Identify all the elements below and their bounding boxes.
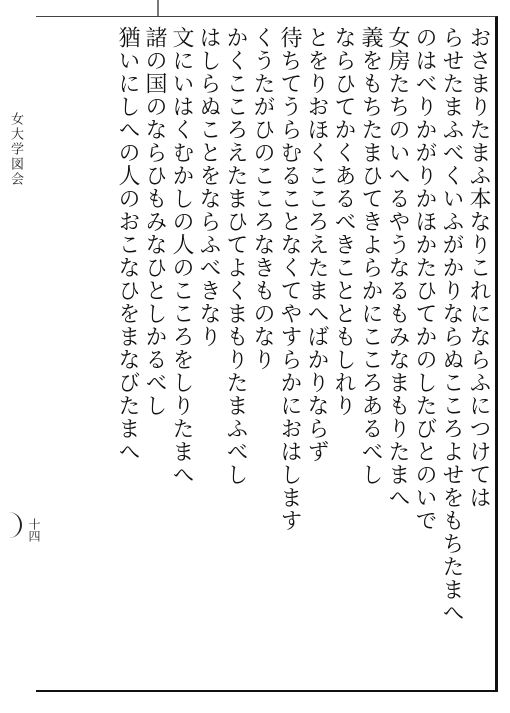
text-column: とをりおほくこころえたまへばかりならず xyxy=(304,26,329,463)
text-column: らせたまふべくいふがかりならぬこころよせをもちたまへ xyxy=(439,26,464,624)
text-column: 義をもちたまひてきよらかにこころあるべし xyxy=(358,26,383,486)
text-column: のはべりかがりかほかたひてかのしたびとのいで xyxy=(412,26,437,532)
text-column: かくこころえたまひてよくまもりたまふべし xyxy=(223,26,248,486)
text-column: 諸の国のならひもみなひとしかるべし xyxy=(142,26,167,417)
text-column: ならひてかくあるべきことともしれり xyxy=(331,26,356,417)
text-column: 猶いにしへの人のおこなひをまなびたまへ xyxy=(115,26,140,463)
page-number: 十四 xyxy=(27,518,41,542)
text-column: 文にいはくむかしの人のこころをしりたまへ xyxy=(169,26,194,486)
text-column: 待ちてうらむることなくてやすらかにおはします xyxy=(277,26,302,532)
book-title: 女大学図会 xyxy=(8,112,23,187)
text-column: おさまりたまふ本なりこれにならふにつけては xyxy=(466,26,491,509)
fold-bracket xyxy=(4,512,22,538)
text-column: はしらぬことをならふべきなり xyxy=(196,26,221,348)
fold-mark xyxy=(154,0,162,16)
text-column: 女房たちのいへるやうなるもみなまもりたまへ xyxy=(385,26,410,509)
text-body xyxy=(44,26,492,688)
text-column: くうたがひのこころなきものなり xyxy=(250,26,275,371)
